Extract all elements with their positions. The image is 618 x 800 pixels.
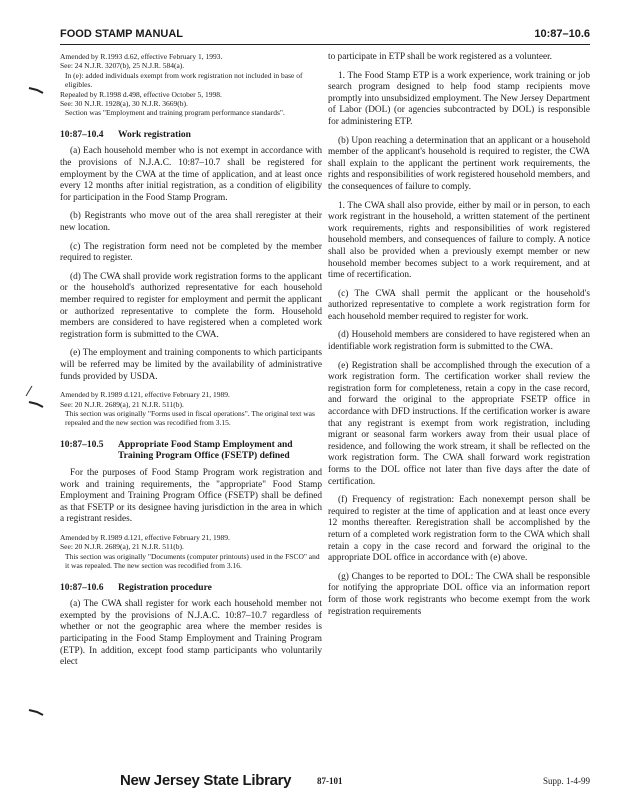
paragraph: (b) Registrants who move out of the area shall reregister at their new location. [60,211,322,233]
paragraph: (c) The CWA shall permit the applicant or the household's authorized representative to complete a work registration form for each household member required to register for work. [328,288,590,322]
section-heading-10-4 [60,130,322,142]
paragraph: (d) Household members are considered to have registered when an identifiable work registration form is submitted to the CWA. [328,330,590,353]
paragraph: (e) The employment and training components to which participants will be referred may be limited by the availability of administrative funds provided by USDA. [60,348,322,382]
history-line: Amended by R.1989 d.121, effective February 21, 1989. [60,532,230,542]
history-line: In (e): added individuals exempt from work registration not included in base of eligibles. [65,70,303,90]
history-line: Section was "Employment and training program performance standards". [65,108,285,118]
margin-mark-3 [28,400,44,408]
manual-title: FOOD STAMP MANUAL [60,28,184,40]
page-number: 87-101 [317,776,343,786]
paragraph: (d) The CWA shall provide work registration forms to the applicant or the household's authorized representative for each household member required to register for employment and permit the applicant or authorized representative to complete the form. Household members are considered to have registered when a completed work registration form is submitted to the CWA. [60,271,322,340]
right-column [328,52,590,625]
paragraph: (f) Frequency of registration: Each nonexempt person shall be required to register at the time of application and at least once every 12 months thereafter. Reregistration shall be accomplished by the return of a completed work registration form to the CWA which shall retain a copy in the case record and forward the original to the appropriate DOL office in accordance with (e) above. [328,495,590,564]
section-number: 10:87–10.4 [60,129,104,140]
history-line: Repealed by R.1998 d.498, effective October 5, 1998. [60,89,222,99]
running-header [60,28,590,45]
history-line: See: 24 N.J.R. 3207(b), 25 N.J.R. 584(a). [60,61,185,71]
section-number: 10:87–10.6 [60,582,104,593]
paragraph: (g) Changes to be reported to DOL: The CWA shall be responsible for notifying the appropriate DOL office via an information report form of those work registrants who become exempt from the work registration requirements [328,571,590,617]
section-heading-10-5 [60,440,322,463]
history-line: Amended by R.1993 d.62, effective February 1, 1993. [60,52,223,61]
section-title: Work registration [118,129,191,140]
margin-mark-2 [24,385,34,397]
paragraph: (a) The CWA shall register for work each household member not exempted by the provisions of N.J.A.C. 10:87–10.7 regardless of whether or not the geographic area where the member resides is participating in the Food Stamp Employment and Training Program (ETP). In addition, except food stamp participants who voluntarily elect [60,599,322,668]
page-footer [60,772,590,792]
paragraph: (c) The registration form need not be completed by the member required to register. [60,241,322,264]
paragraph: For the purposes of Food Stamp Program work registration and work and training requirements, the "appropriate" Food Stamp Employment and Training Program Office (FSETP) shall be defined as that FSETP or its designee having jurisdiction in the area in which a registrant resides. [60,467,322,525]
history-line: Amended by R.1989 d.121, effective February 21, 1989. [60,390,230,400]
paragraph: 1. The CWA shall also provide, either by mail or in person, to each work registrant in the household, a written statement of the pertinent work requirements, rights and responsibilities of work registered household members, and consequences of failure to comply. A notice shall also be provided when a previously exempt member or new household member becomes subject to a work requirement, and at time of recertification. [328,200,590,281]
history-line: This section was originally "Forms used in fiscal operations". The original text was repealed and the new section was recodified from 3.15. [65,408,315,428]
library-stamp: New Jersey State Library [120,772,292,789]
section-heading-10-6 [60,583,322,595]
section-code: 10:87–10.6 [534,28,590,40]
history-line: See: 20 N.J.R. 2689(a), 21 N.J.R. 511(b). [60,399,184,409]
section-title: Registration procedure [118,582,212,593]
paragraph-continued: to participate in ETP shall be work registered as a volunteer. [328,52,553,62]
margin-mark-1 [28,86,44,94]
margin-mark-4 [28,708,44,716]
history-note-1 [60,52,322,118]
history-note-2 [60,390,322,428]
section-title: Appropriate Food Stamp Employment and Training Program Office (FSETP) defined [118,439,293,462]
supplement-date: Supp. 1-4-99 [543,776,590,786]
paragraph: (a) Each household member who is not exempt in accordance with the provisions of N.J.A.C. 10:87–10.7 shall be registered for employment by the CWA at the time of application, and at least once every 12 months after initial registration, as a condition of eligibility for participation in the Food Stamp Program. [60,146,322,203]
left-column [60,52,322,676]
history-note-3 [60,533,322,571]
paragraph: (e) Registration shall be accomplished through the execution of a work registration form. The certification worker shall review the registration form for completeness, retain a copy in the case record, and forward the original to the appropriate FSETP office in accordance with DFD instructions. If the certification worker is aware that any registrant is exempt from work registration, including migrant or seasonal farm workers away from their usual place of residence, and following the work stream, it shall be reflected on the work registration form. The CWA shall forward work registration forms to the DOL office not later than five days after the date of certification. [328,360,590,487]
paragraph: 1. The Food Stamp ETP is a work experience, work training or job search program designed to help food stamp recipients move promptly into unsubsidized employment. The New Jersey Department of Labor (DOL) (or agencies subcontracted by DOL) is responsible for administering ETP. [328,70,590,127]
history-line: See: 30 N.J.R. 1928(a), 30 N.J.R. 3669(b). [60,99,188,109]
section-number: 10:87–10.5 [60,439,104,450]
history-line: This section was originally "Documents (computer printouts) used in the FSCO" and it was repealed. The new section was recodified from 3.16. [65,551,320,571]
history-line: See: 20 N.J.R. 2689(a), 21 N.J.R. 511(b). [60,542,184,552]
paragraph: (b) Upon reaching a determination that an applicant or a household member of the applicant's household is required to register, the CWA shall explain to the applicant the pertinent work requirements, the rights and responsibilities of work registered household members, and the consequences of failure to comply. [328,135,590,192]
